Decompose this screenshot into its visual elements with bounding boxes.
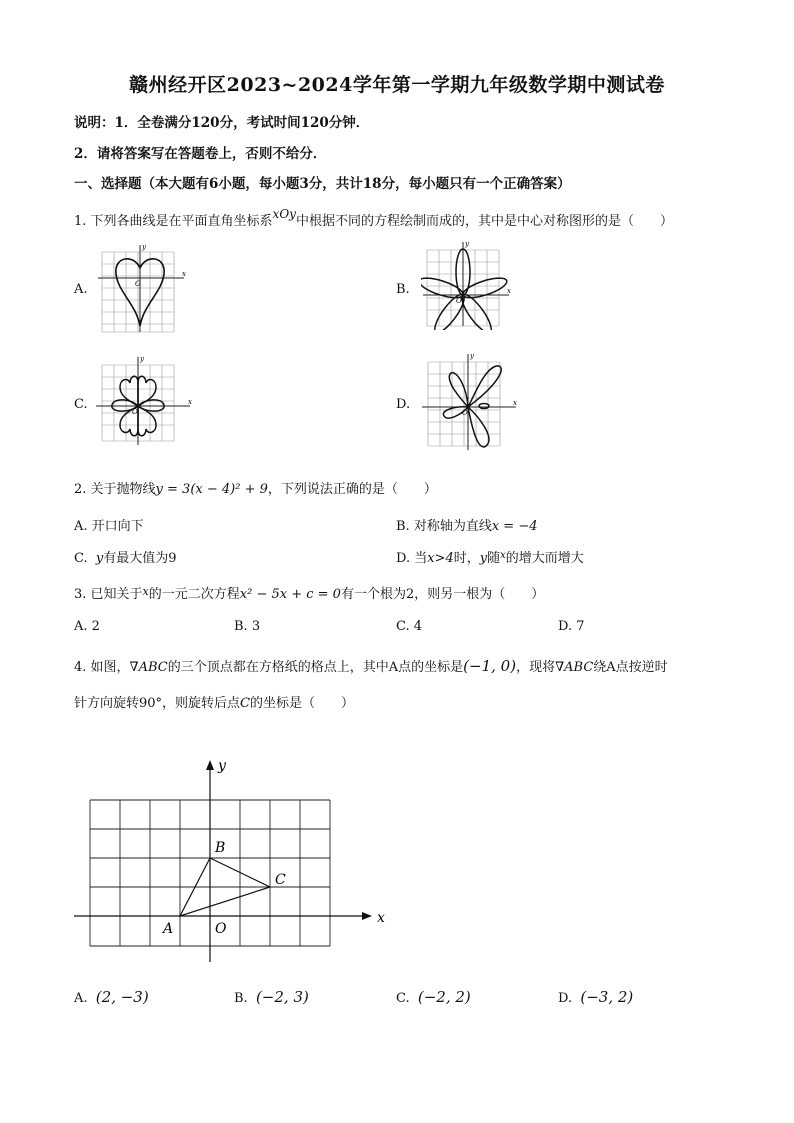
q4-axis-x: x [377, 910, 385, 926]
q1-a-origin: O [135, 280, 141, 288]
q1-b-origin: O [456, 297, 462, 305]
q1-graph-c-clover [90, 353, 200, 453]
q4-option-a-value: (2, −3) [95, 988, 149, 1006]
q3-text-mid: 的一元二次方程 [148, 587, 240, 602]
q3-option-c: C. 4 [396, 619, 423, 634]
q3-var: x [142, 585, 149, 598]
q1-coordinate-system: xOy [272, 207, 296, 221]
q4-text-3: ，现将 [516, 660, 556, 675]
q1-text-post: 中根据不同的方程绘制而成的，其中是中心对称图形的是（ ） [295, 214, 673, 229]
q1-option-d-label: D. [396, 397, 411, 412]
q4-triangle: ∇ABC [129, 660, 168, 675]
q2-option-d-y: y [479, 551, 488, 566]
q4-option-d [558, 988, 633, 1006]
q4-option-b [234, 988, 309, 1006]
q2-option-c [74, 547, 177, 566]
q2-option-b-text: B. 对称轴为直线 [396, 519, 492, 534]
q1-option-a-label: A. [74, 282, 88, 297]
q2-text-pre: 2. 关于抛物线 [74, 482, 156, 497]
q4-option-c [396, 988, 471, 1006]
page-title: 赣州经开区2023~2024学年第一学期九年级数学期中测试卷 [129, 74, 665, 96]
question-3-stem [74, 583, 544, 602]
q1-d-axis-x: x [513, 399, 517, 407]
q2-option-b-equation: x = −4 [491, 519, 538, 534]
q3-text-post: 有一个根为2，则另一根为（ ） [340, 587, 545, 602]
q1-graph-d-petals [420, 352, 530, 457]
q2-option-d-condition: x>4 [427, 551, 454, 566]
q4-point-b-label: B [215, 840, 226, 856]
q1-graph-a-heart [96, 242, 196, 337]
q4-option-a-label: A. [74, 991, 88, 1006]
instructions-line-2: 2．请将答案写在答题卷上，否则不给分． [74, 146, 327, 162]
q1-c-axis-x: x [188, 398, 192, 406]
q1-b-axis-y: y [465, 240, 469, 248]
q4-origin-label: O [215, 921, 227, 937]
q1-d-origin: O [462, 409, 468, 417]
q2-option-d [396, 547, 584, 566]
q4-option-d-label: D. [558, 991, 573, 1006]
q2-equation: y = 3(x − 4)² + 9 [155, 482, 268, 497]
q4-option-c-label: C. [396, 991, 410, 1006]
q3-equation: x² − 5x + c = 0 [239, 587, 341, 602]
q4-text-5: 针方向旋转90°，则旋转后点 [74, 696, 241, 711]
q4-text-2: 的三个顶点都在方格纸的格点上，其中A点的坐标是 [167, 660, 464, 675]
q4-option-b-label: B. [234, 991, 248, 1006]
q2-option-a: A. 开口向下 [74, 519, 144, 534]
q2-option-c-text: 有最大值为9 [103, 551, 177, 566]
q1-option-c-label: C. [74, 397, 88, 412]
question-4-stem-line-1 [74, 656, 668, 675]
q1-c-origin: O [132, 408, 138, 416]
instructions-line-1: 说明：1．全卷满分120分，考试时间120分钟． [74, 115, 370, 131]
q4-option-a [74, 988, 149, 1006]
q4-text-4: 绕A点按逆时 [593, 660, 668, 675]
q4-point-c-label: C [275, 872, 286, 888]
q2-option-b [396, 515, 537, 534]
q4-text-6: 的坐标是（ ） [250, 696, 355, 711]
q1-option-b-label: B. [396, 282, 410, 297]
q4-point-c: C [240, 696, 250, 711]
question-1-stem [74, 207, 673, 229]
q2-option-d-mid: 时， [453, 551, 480, 566]
q4-option-d-value: (−3, 2) [580, 988, 634, 1006]
q2-option-d-text: 的增大而增大 [505, 551, 584, 566]
q4-option-b-value: (−2, 3) [255, 988, 309, 1006]
q3-text-pre: 3. 已知关于 [74, 587, 143, 602]
q2-option-c-var: y [95, 551, 104, 566]
q1-c-axis-y: y [140, 355, 144, 363]
q3-option-a: A. 2 [74, 619, 100, 634]
q4-option-c-value: (−2, 2) [417, 988, 471, 1006]
q1-b-axis-x: x [507, 287, 511, 295]
q1-a-axis-y: y [142, 243, 146, 251]
q3-option-d: D. 7 [558, 619, 585, 634]
q4-point-a-label: A [163, 921, 174, 937]
question-4-stem-line-2 [74, 692, 354, 711]
q2-option-d-mid2: 随 [487, 551, 501, 566]
q1-text-pre: 1. 下列各曲线是在平面直角坐标系 [74, 214, 273, 229]
q4-axis-y: y [218, 758, 226, 774]
q2-text-post: ，下列说法正确的是（ ） [267, 482, 437, 497]
q2-option-d-label: D. 当 [396, 551, 428, 566]
q4-coord-a: (−1, 0) [463, 657, 517, 675]
q3-option-b: B. 3 [234, 619, 261, 634]
q4-text-1: 4. 如图， [74, 660, 130, 675]
q4-grid-figure [72, 752, 392, 967]
q4-triangle-2: ∇ABC [555, 660, 594, 675]
q1-d-axis-y: y [470, 352, 474, 360]
section-heading: 一、选择题（本大题有6小题，每小题3分，共计18分，每小题只有一个正确答案） [74, 176, 571, 192]
q2-option-d-x: x [500, 550, 506, 561]
q1-a-axis-x: x [182, 270, 186, 278]
question-2-stem [74, 478, 437, 497]
q2-option-c-label: C. [74, 551, 88, 566]
q1-graph-b-five-petal [421, 240, 521, 330]
